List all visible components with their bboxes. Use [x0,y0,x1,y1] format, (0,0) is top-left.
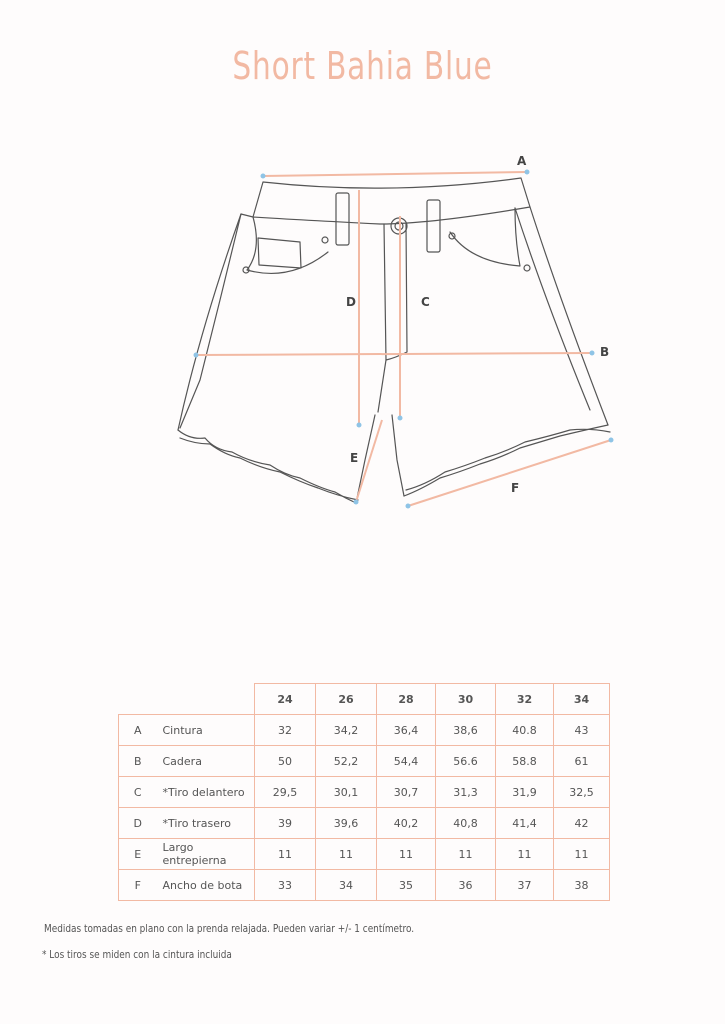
label-a: A [517,154,527,168]
measurement-endpoints [194,170,614,509]
table-cell: 39 [255,808,316,839]
table-cell: 32,5 [554,777,610,808]
table-cell: 41,4 [496,808,554,839]
table-cell: 50 [255,746,316,777]
table-cell: 31,3 [436,777,496,808]
label-d: D [346,295,356,309]
table-row [119,808,610,839]
label-e: E [350,451,359,465]
table-cell: 11 [316,839,377,870]
row-name: *Tiro trasero [157,808,255,839]
table-cell: 11 [436,839,496,870]
row-code: A [119,715,157,746]
size-header: 30 [436,684,496,715]
table-cell: 52,2 [316,746,377,777]
table-cell: 58.8 [496,746,554,777]
table-cell: 36,4 [377,715,436,746]
table-cell: 29,5 [255,777,316,808]
row-name: Ancho de bota [157,870,255,901]
row-code: C [119,777,157,808]
size-header: 32 [496,684,554,715]
table-cell: 33 [255,870,316,901]
row-name: Cintura [157,715,255,746]
table-cell: 40,2 [377,808,436,839]
size-header: 28 [377,684,436,715]
row-code: B [119,746,157,777]
row-name: *Tiro delantero [157,777,255,808]
row-code: E [119,839,157,870]
label-b: B [600,345,610,359]
table-cell: 61 [554,746,610,777]
shorts-diagram [0,140,725,530]
table-cell: 30,1 [316,777,377,808]
table-cell: 38,6 [436,715,496,746]
table-row [119,870,610,901]
table-cell: 32 [255,715,316,746]
table-cell: 37 [496,870,554,901]
table-cell: 54,4 [377,746,436,777]
table-cell: 56.6 [436,746,496,777]
size-table [118,683,610,901]
measurement-lines [196,172,611,506]
table-cell: 38 [554,870,610,901]
table-cell: 35 [377,870,436,901]
row-name: Cadera [157,746,255,777]
size-header-row [119,684,610,715]
table-cell: 36 [436,870,496,901]
table-cell: 40.8 [496,715,554,746]
size-header: 26 [316,684,377,715]
size-header: 24 [255,684,316,715]
rise-note: * Los tiros se miden con la cintura incluida [42,949,232,961]
table-row [119,777,610,808]
page-title: Short Bahia Blue [232,44,493,88]
row-code: F [119,870,157,901]
size-header: 34 [554,684,610,715]
row-name: Largo entrepierna [157,839,255,870]
table-row [119,839,610,870]
label-f: F [511,481,520,495]
table-cell: 40,8 [436,808,496,839]
measurement-note: Medidas tomadas en plano con la prenda relajada. Pueden variar +/- 1 centímetro. [44,923,415,935]
table-row [119,746,610,777]
table-cell: 11 [554,839,610,870]
table-cell: 42 [554,808,610,839]
table-cell: 43 [554,715,610,746]
table-row [119,715,610,746]
blank-corner [119,684,255,715]
table-cell: 34,2 [316,715,377,746]
shorts-outline [178,178,610,503]
table-cell: 34 [316,870,377,901]
label-c: C [421,295,430,309]
row-code: D [119,808,157,839]
table-cell: 11 [496,839,554,870]
table-cell: 11 [255,839,316,870]
table-cell: 30,7 [377,777,436,808]
table-cell: 11 [377,839,436,870]
table-cell: 31,9 [496,777,554,808]
table-cell: 39,6 [316,808,377,839]
